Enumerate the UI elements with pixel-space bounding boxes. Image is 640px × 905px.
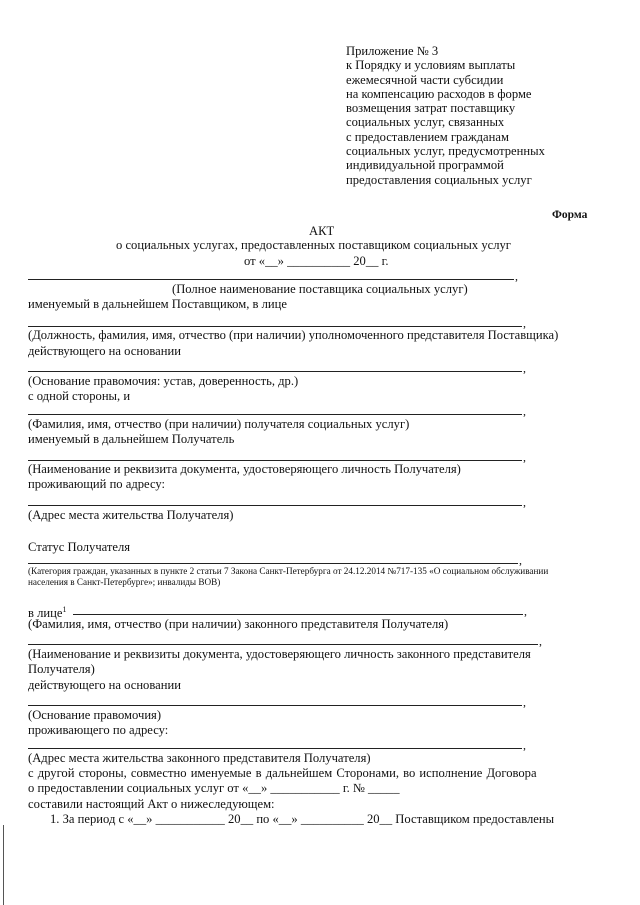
- legal-rep-address-caption: (Адрес места жительства законного представителя Получателя): [28, 751, 371, 765]
- status-label: Статус Получателя: [28, 540, 131, 554]
- residing-label-2: проживающего по адресу:: [28, 723, 169, 737]
- appendix-line: Приложение № 3: [346, 44, 439, 58]
- scan-edge: [3, 825, 4, 905]
- line-comma: ,: [524, 604, 527, 618]
- legal-rep-address-line: [28, 748, 522, 749]
- appendix-line: возмещения затрат поставщику: [346, 101, 516, 116]
- legal-representative-line: [73, 614, 523, 615]
- provider-intro: именуемый в дальнейшем Поставщиком, в лице: [28, 297, 287, 311]
- id-document-caption: (Наименование и реквизита документа, удостоверяющего личность Получателя): [28, 462, 461, 476]
- recipient-intro: именуемый в дальнейшем Получатель: [28, 432, 235, 446]
- appendix-line: предоставления социальных услуг: [346, 172, 532, 187]
- authority-line: [28, 371, 522, 372]
- contract-reference: о предоставлении социальных услуг от «__» ___________ г. № _____: [28, 781, 400, 795]
- act-date-line: от «__» __________ 20__ г.: [244, 254, 389, 268]
- recipient-caption: (Фамилия, имя, отчество (при наличии) получателя социальных услуг): [28, 417, 410, 431]
- other-side-text: с другой стороны, совместно именуемые в дальнейшем Сторонами, во исполнение Договора: [28, 766, 537, 780]
- legal-rep-document-caption: (Наименование и реквизиты документа, удостоверяющего личность законного представителя: [28, 647, 531, 661]
- line-comma: ,: [519, 553, 522, 567]
- footnote-mark: 1: [62, 605, 67, 614]
- id-document-line: [28, 460, 522, 461]
- line-comma: ,: [523, 495, 526, 509]
- line-comma: ,: [523, 450, 526, 464]
- representative-caption: (Должность, фамилия, имя, отчество (при наличии) уполномоченного представителя Поставщика): [28, 328, 559, 342]
- line-comma: ,: [523, 738, 526, 752]
- residing-label: проживающий по адресу:: [28, 477, 165, 491]
- appendix-line: социальных услуг, связанных: [346, 115, 505, 130]
- legal-rep-document-line: [28, 644, 538, 645]
- act-subtitle: о социальных услугах, предоставленных поставщиком социальных услуг: [116, 238, 511, 252]
- item-1-text: 1. За период с «__» ___________ 20__ по «__» __________ 20__ Поставщиком предоставлены: [50, 812, 555, 826]
- line-comma: ,: [515, 269, 518, 283]
- provider-name-caption: (Полное наименование поставщика социальных услуг): [172, 282, 468, 296]
- line-comma: ,: [523, 316, 526, 330]
- address-line: [28, 505, 522, 506]
- line-comma: ,: [523, 361, 526, 375]
- address-caption: (Адрес места жительства Получателя): [28, 508, 234, 522]
- appendix-line: на компенсацию расходов в форме: [346, 86, 532, 101]
- acting-basis-2: действующего на основании: [28, 678, 181, 692]
- legal-representative-caption: (Фамилия, имя, отчество (при наличии) законного представителя Получателя): [28, 617, 449, 631]
- legal-rep-document-caption: Получателя): [28, 662, 95, 676]
- appendix-line: ежемесячной части субсидии: [346, 72, 504, 87]
- category-note: (Категория граждан, указанных в пункте 2 статьи 7 Закона Санкт-Петербурга от 24.12.2014 №717-135 «О социальном обслуживании: [28, 566, 549, 576]
- authority-line-2: [28, 705, 522, 706]
- line-comma: ,: [539, 634, 542, 648]
- line-comma: ,: [523, 404, 526, 418]
- representative-line: [28, 326, 522, 327]
- authority-caption-2: (Основание правомочия): [28, 708, 162, 722]
- appendix-line: социальных услуг, предусмотренных: [346, 144, 545, 159]
- provider-name-line: [28, 279, 514, 280]
- appendix-line: с предоставлением гражданам: [346, 129, 509, 144]
- in-person-text: в лице: [28, 606, 63, 621]
- acting-basis: действующего на основании: [28, 344, 181, 358]
- category-line: [28, 563, 518, 564]
- compiled-text: составили настоящий Акт о нижеследующем:: [28, 797, 275, 811]
- appendix-line: индивидуальной программой: [346, 158, 504, 173]
- appendix-block: [346, 44, 545, 187]
- form-label: Форма: [552, 209, 588, 221]
- recipient-line: [28, 414, 522, 415]
- appendix-line: к Порядку и условиям выплаты: [346, 58, 516, 73]
- act-title: АКТ: [309, 224, 335, 238]
- one-side-text: с одной стороны, и: [28, 389, 131, 403]
- line-comma: ,: [523, 695, 526, 709]
- category-note: населения в Санкт-Петербурге»; инвалиды ВОВ): [28, 577, 221, 587]
- authority-caption: (Основание правомочия: устав, доверенность, др.): [28, 374, 299, 388]
